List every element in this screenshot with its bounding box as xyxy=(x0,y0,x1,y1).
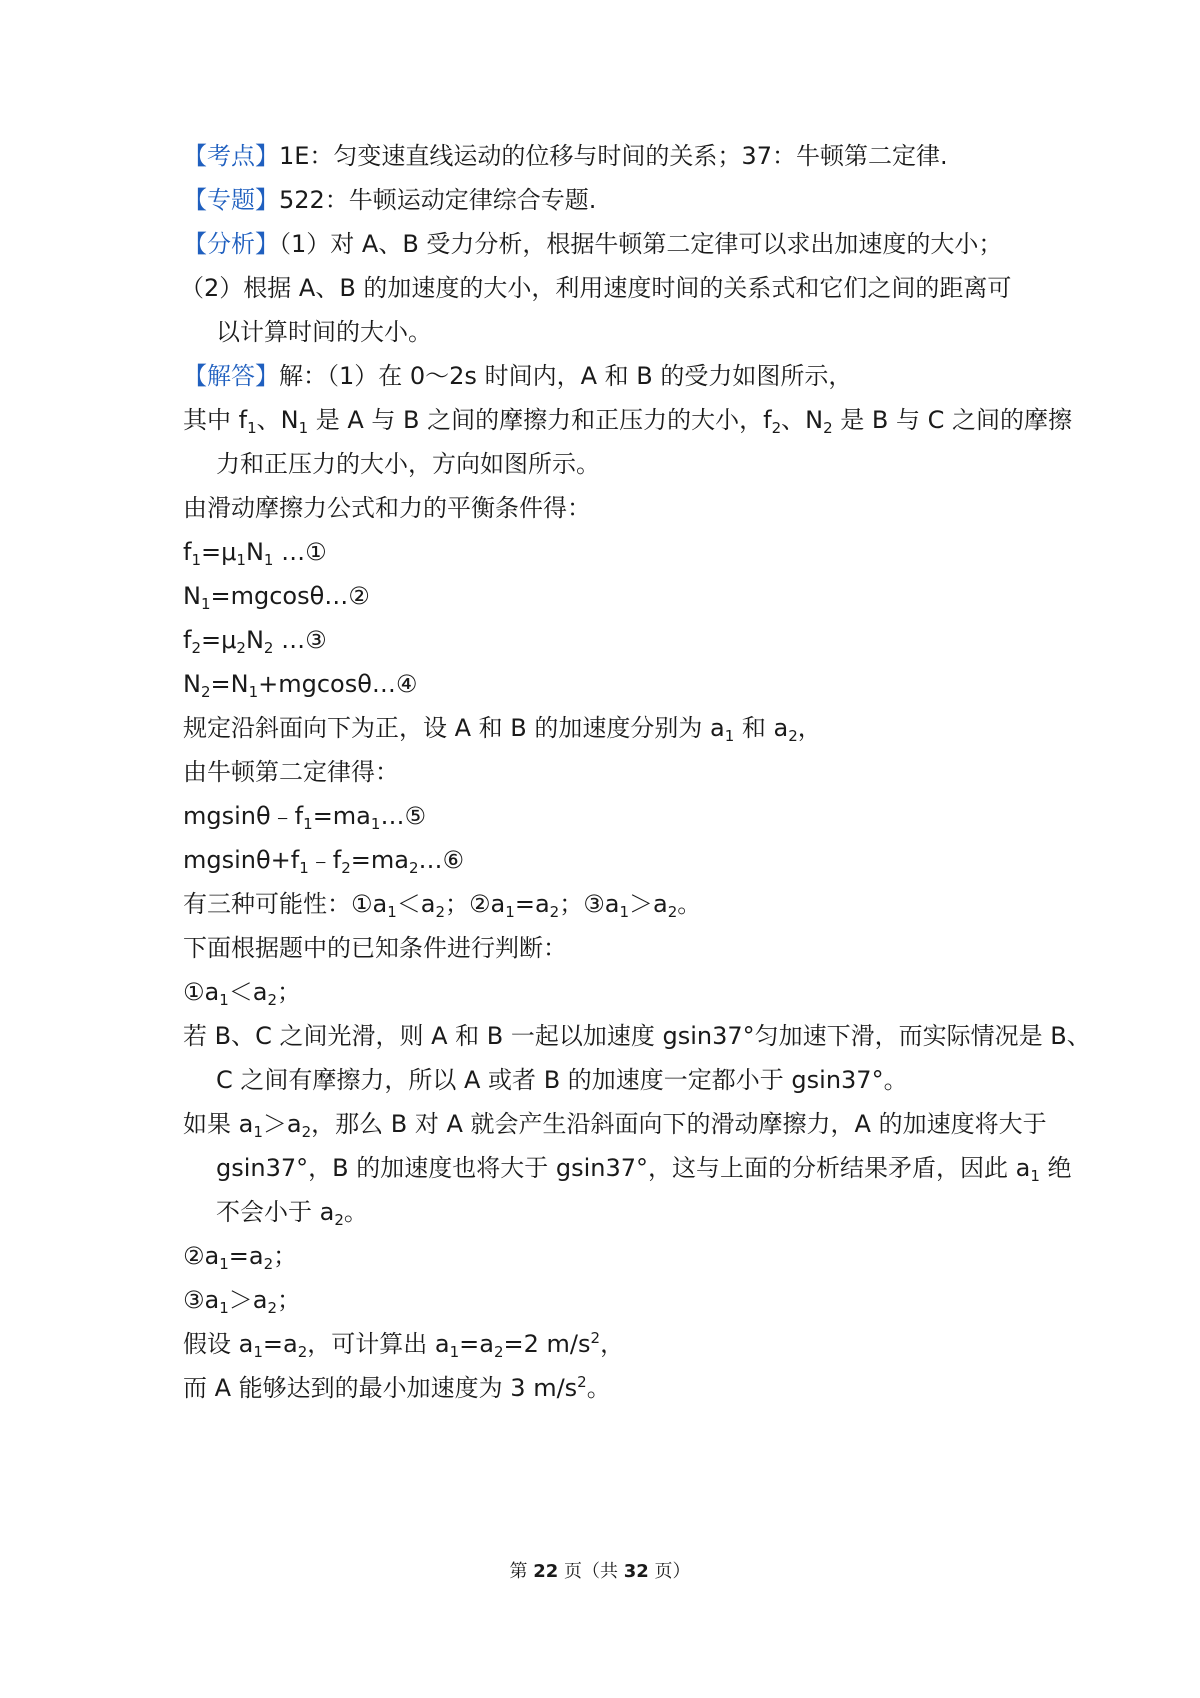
equation-1: $f_1=\mu_1N_1$ …① xyxy=(183,538,327,569)
jieda-line xyxy=(183,360,1023,392)
judge-intro: 下面根据题中的已知条件进行判断： xyxy=(183,934,567,962)
min-accel-line: 而 A 能够达到的最小加速度为 3 $m/s^2$。 xyxy=(183,1373,611,1402)
contradiction-cont-2: 不会小于 $a_2$。 xyxy=(216,1198,368,1229)
zhuanti-text: 522：牛顿运动定律综合专题. xyxy=(279,186,597,214)
assumption-line: 假设 $a_1=a_2$，可计算出 $a_1=a_2=2$ $m/s^2$， xyxy=(183,1329,625,1361)
balance-intro: 由滑动摩擦力公式和力的平衡条件得： xyxy=(183,494,591,522)
fenxi-text: （1）对 A、B 受力分析，根据牛顿第二定律可以求出加速度的大小； xyxy=(279,230,1003,258)
equation-3: $f_2=\mu_2N_2$ …③ xyxy=(183,626,327,657)
forces-line: 其中 $f_1$、$N_1$ 是 A 与 B 之间的摩擦力和正压力的大小，$f_2$、$N_2$ 是 B 与 C 之间的摩擦 xyxy=(183,406,1073,437)
case-1: $①a_1<a_2$； xyxy=(183,978,302,1009)
equation-6: $mgsin\theta+f_1﹣f_2=ma_2\dots ⑥$ xyxy=(183,846,465,877)
possibilities-line: 有三种可能性：$①a_1<a_2$；$②a_1=a_2$；$③a_1>a_2$。 xyxy=(183,890,702,921)
equation-5: $mgsin\theta﹣f_1=ma_1\dots ⑤$ xyxy=(183,802,426,833)
zhuanti-tag: 【专题】 xyxy=(183,186,279,214)
newton-intro: 由牛顿第二定律得： xyxy=(183,758,399,786)
equation-4: $N_2=N_1+mgcos\theta\dots ④$ xyxy=(183,670,418,701)
smooth-case: 若 B、C 之间光滑，则 A 和 B 一起以加速度 gsin37°匀加速下滑，而实际情况是 B、 xyxy=(183,1022,1091,1050)
page-footer: 第 22 页（共 32 页） xyxy=(509,1561,691,1582)
sign-convention: 规定沿斜面向下为正，设 A 和 B 的加速度分别为 $a_1$ 和 $a_2$， xyxy=(183,714,822,745)
fenxi-step2-cont: 以计算时间的大小。 xyxy=(216,318,432,346)
page-number: 22 xyxy=(533,1561,559,1582)
equation-2: $N_1=mgcos\theta\dots ②$ xyxy=(183,582,370,613)
page-total: 32 xyxy=(623,1561,649,1582)
contradiction-cont: gsin37°，B 的加速度也将大于 gsin37°，这与上面的分析结果矛盾，因此 $a_1$ 绝 xyxy=(216,1154,1072,1185)
smooth-case-cont: C 之间有摩擦力，所以 A 或者 B 的加速度一定都小于 gsin37°。 xyxy=(216,1066,908,1094)
forces-line-cont: 力和正压力的大小，方向如图所示。 xyxy=(216,450,600,478)
zhuanti-line xyxy=(183,184,1023,216)
kaodian-tag: 【考点】 xyxy=(183,142,279,170)
contradiction-line: 如果 $a_1>a_2$，那么 B 对 A 就会产生沿斜面向下的滑动摩擦力，A 的加速度将大于 xyxy=(183,1110,1047,1141)
fenxi-line xyxy=(183,228,1023,260)
jieda-tag: 【解答】 xyxy=(183,362,279,390)
kaodian-text: 1E：匀变速直线运动的位移与时间的关系；37：牛顿第二定律. xyxy=(279,142,948,170)
kaodian-line xyxy=(183,140,1023,172)
case-3: $③a_1>a_2$； xyxy=(183,1286,302,1317)
fenxi-tag: 【分析】 xyxy=(183,230,279,258)
fenxi-step2: （2）根据 A、B 的加速度的大小，利用速度时间的关系式和它们之间的距离可 xyxy=(180,274,1012,302)
case-2: $②a_1=a_2$； xyxy=(183,1242,298,1273)
jieda-text: 解：（1）在 0～2s 时间内，A 和 B 的受力如图所示， xyxy=(279,362,853,390)
